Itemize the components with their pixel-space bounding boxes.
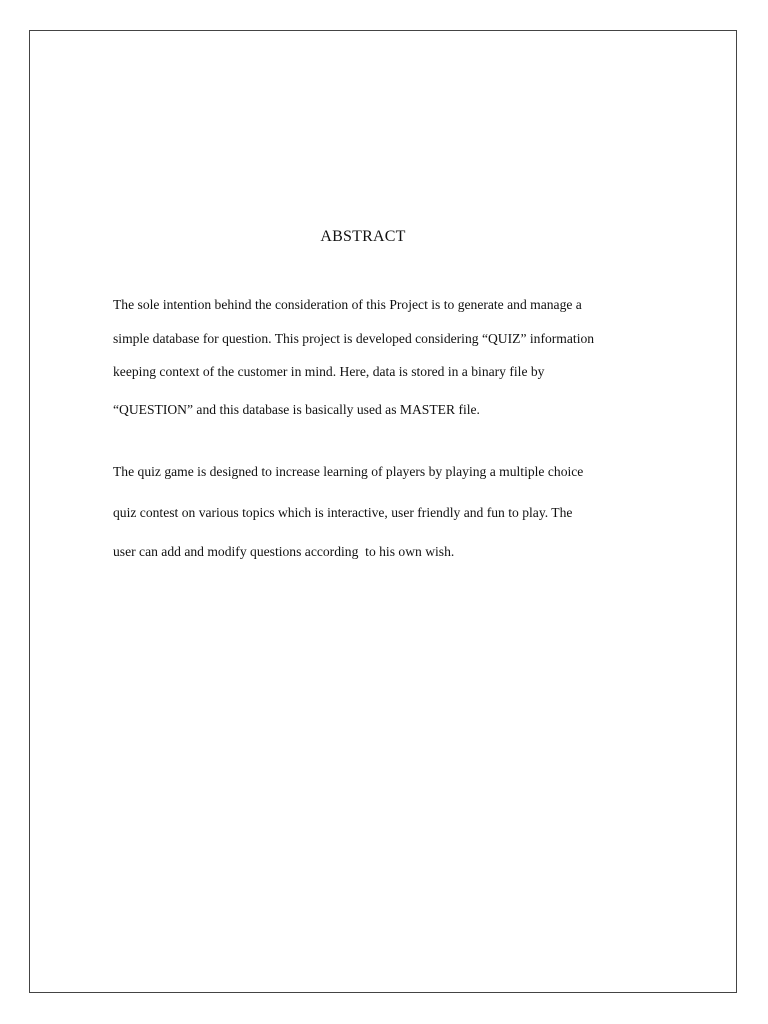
paragraph-line: “QUESTION” and this database is basically used as MASTER file. (113, 402, 480, 417)
paragraph-line: quiz contest on various topics which is interactive, user friendly and fun to play. The (113, 505, 573, 520)
paragraph-line: user can add and modify questions according to his own wish. (113, 544, 455, 559)
paragraph-line: The sole intention behind the consideration of this Project is to generate and manage a (113, 297, 582, 312)
paragraph-line: keeping context of the customer in mind. Here, data is stored in a binary file by (113, 364, 545, 379)
paragraph-line: simple database for question. This project is developed considering “QUIZ” information (113, 331, 595, 346)
page-title: ABSTRACT (320, 228, 406, 245)
paragraph-line: The quiz game is designed to increase learning of players by playing a multiple choice (113, 464, 584, 479)
